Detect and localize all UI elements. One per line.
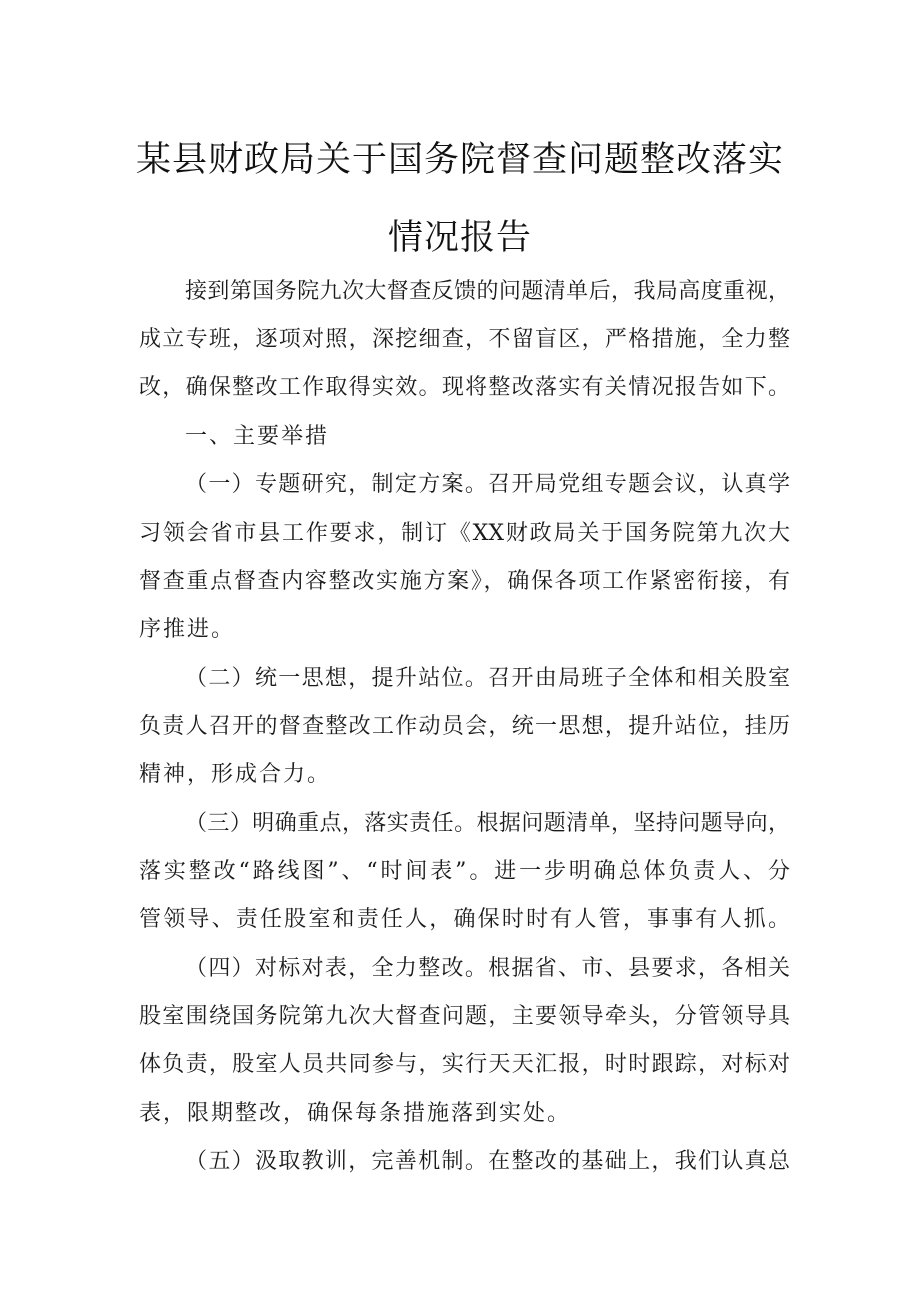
para-3-line-2: 落实整改“路线图”、“时间表”。进一步明确总体负责人、分: [139, 859, 790, 884]
para-1-line-2: 习领会省市县工作要求，制订《XX财政局关于国务院第九次大: [139, 521, 790, 546]
intro-line-1: 接到第国务院九次大督查反馈的问题清单后，我局高度重视，: [185, 279, 790, 304]
para-3-line-3: 管领导、责任股室和责任人，确保时时有人管，事事有人抓。: [139, 907, 790, 932]
para-2-line-1: （二）统一思想，提升站位。召开由局班子全体和相关股室: [185, 666, 790, 691]
para-2-line-3: 精神，形成合力。: [139, 762, 332, 787]
document-title-line-2: 情况报告: [387, 218, 532, 258]
para-1-line-1: （一）专题研究，制定方案。召开局党组专题会议，认真学: [185, 472, 790, 497]
para-4-line-1: （四）对标对表，全力整改。根据省、市、县要求，各相关: [185, 956, 790, 981]
para-1-line-3: 督查重点督查内容整改实施方案》，确保各项工作紧密衔接，有: [139, 569, 790, 594]
para-2-line-2: 负责人召开的督查整改工作动员会，统一思想，提升站位，挂历: [139, 714, 790, 739]
para-5-line-1: （五）汲取教训，完善机制。在整改的基础上，我们认真总: [185, 1149, 790, 1174]
para-4-line-4: 表，限期整改，确保每条措施落到实处。: [139, 1101, 572, 1126]
intro-line-3: 改，确保整改工作取得实效。现将整改落实有关情况报告如下。: [139, 375, 790, 400]
intro-line-2: 成立专班，逐项对照，深挖细查，不留盲区，严格措施，全力整: [139, 327, 790, 352]
document-title-line-1: 某县财政局关于国务院督查问题整改落实: [135, 140, 784, 180]
para-3-line-1: （三）明确重点，落实责任。根据问题清单，坚持问题导向，: [185, 811, 790, 836]
para-4-line-3: 体负责，股室人员共同参与，实行天天汇报，时时跟踪，对标对: [139, 1052, 790, 1077]
section-heading-1: 一、主要举措: [185, 424, 330, 449]
para-4-line-2: 股室围绕国务院第九次大督查问题，主要领导牵头，分管领导具: [139, 1004, 790, 1029]
para-1-line-4: 序推进。: [139, 617, 236, 642]
